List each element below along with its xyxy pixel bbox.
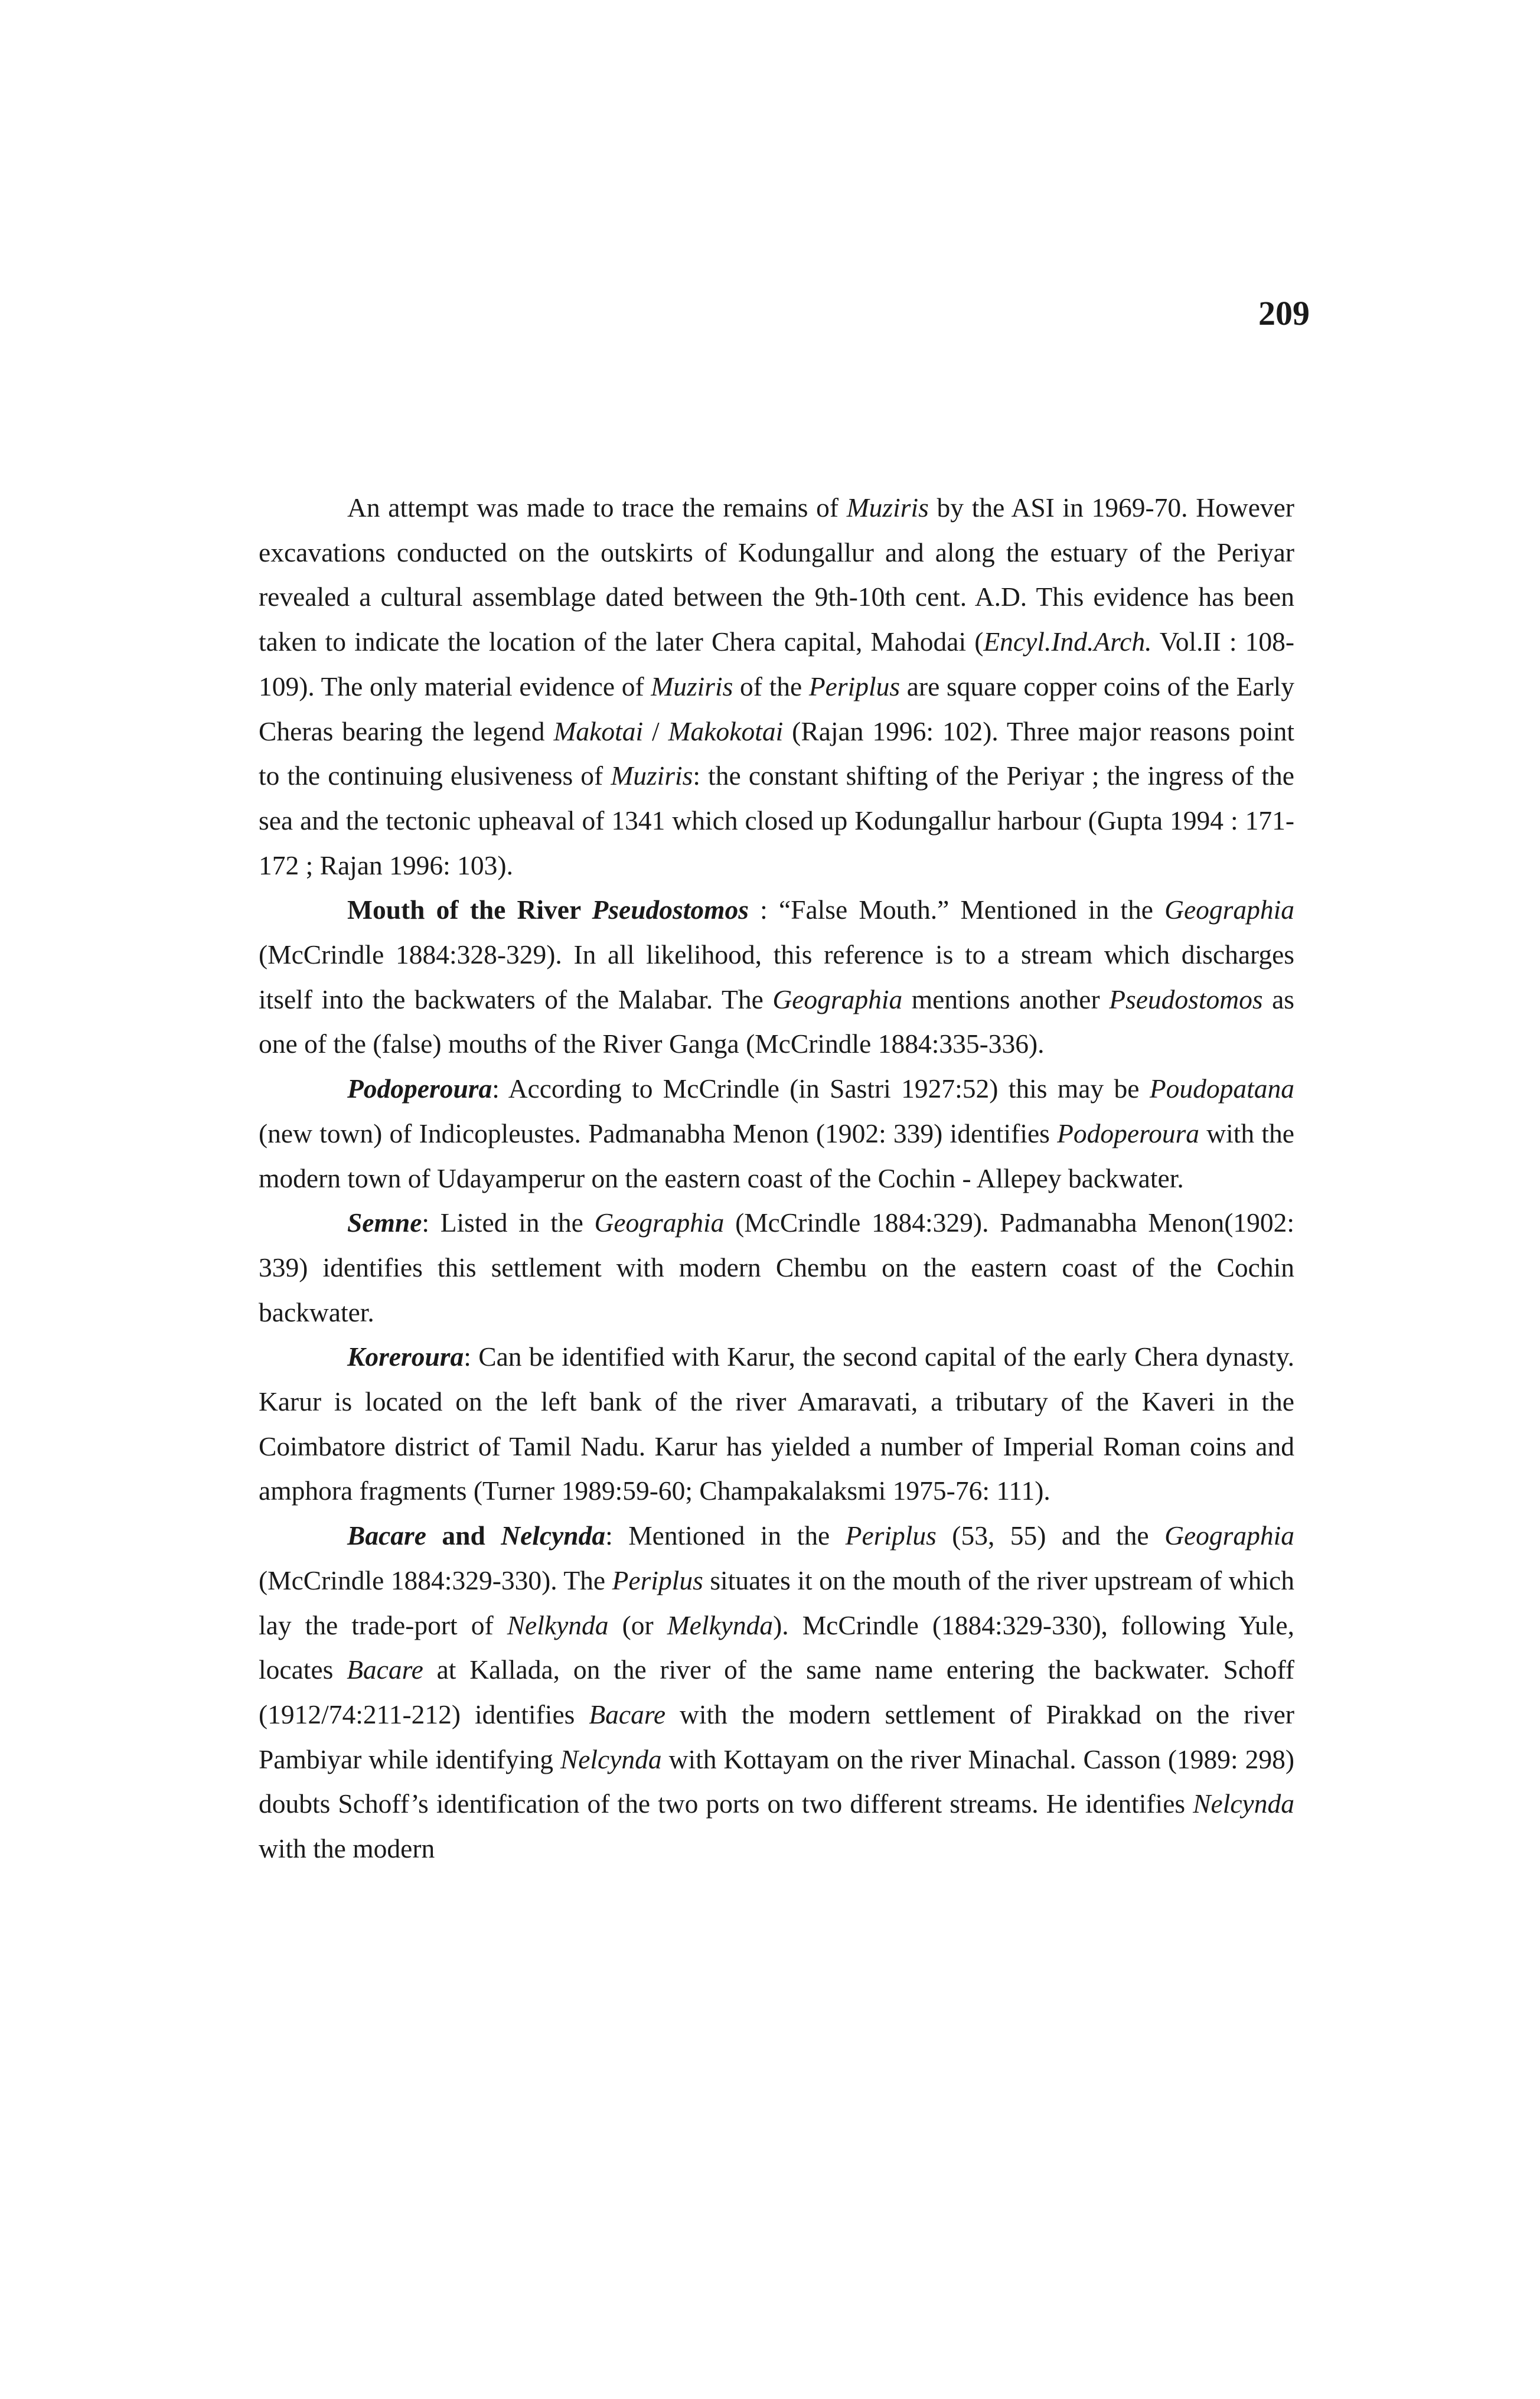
italic-term: Poudopatana	[1149, 1073, 1294, 1104]
italic-term: Geographia	[1164, 895, 1294, 925]
body-text	[259, 485, 1294, 1871]
italic-term: Muziris	[651, 671, 733, 701]
italic-citation: Encyl.Ind.Arch.	[983, 626, 1152, 657]
entry-heading-term: Podoperoura	[347, 1073, 492, 1104]
text-run: with the modern	[259, 1833, 435, 1864]
italic-term: Bacare	[589, 1699, 666, 1729]
italic-term: Melkynda	[667, 1610, 774, 1640]
text-run: situates it on the mouth of the river upstream of which lay the trade-port of	[259, 1565, 1294, 1640]
italic-term: Podoperoura	[1057, 1118, 1200, 1148]
italic-term: Geographia	[1164, 1520, 1294, 1551]
entry-heading: and	[426, 1520, 501, 1551]
text-run: /	[643, 716, 668, 746]
italic-term: Makokotai	[668, 716, 784, 746]
paragraph-bacare-nelcynda	[259, 1513, 1294, 1871]
entry-heading-term: Semne	[347, 1207, 422, 1238]
text-run: by the ASI in 1969-70. However excavations conducted on the outskirts of Kodungallur and along the estuary of the Periyar revealed a cultural assemblage dated between the 9th-10th cent. A.D. This evidence has been taken to indicate the location of the later Chera capital, Mahodai (	[259, 492, 1294, 657]
text-run: An attempt was made to trace the remains of	[347, 492, 847, 523]
entry-heading: Mouth of the River	[347, 895, 592, 925]
italic-term: Periplus	[845, 1520, 937, 1551]
text-run: : Mentioned in the	[605, 1520, 846, 1551]
page-number: 209	[1258, 294, 1310, 332]
paragraph-muziris	[259, 485, 1294, 887]
italic-term: Nelcynda	[560, 1744, 662, 1774]
italic-term: Geographia	[772, 984, 903, 1014]
italic-term: Nelkynda	[507, 1610, 609, 1640]
text-run: mentions another	[902, 984, 1110, 1014]
entry-heading-term: Pseudostomos	[592, 895, 749, 925]
paragraph-koreroura	[259, 1334, 1294, 1513]
text-run: (McCrindle 1884:328-329). In all likelihood, this reference is to a stream which discharges itself into the backwaters of the Malabar. The	[259, 939, 1294, 1014]
text-run: : Can be identified with Karur, the second capital of the early Chera dynasty. Karur is located on the left bank of the river Amaravati, a tributary of the Kaveri in the Coimbatore district of Tamil Nadu. Karur has yielded a number of Imperial Roman coins and amphora fragments (Turner 1989:59-60; Champakalaksmi 1975-76: 111).	[259, 1342, 1294, 1506]
text-run: ). McCrindle (1884:329-330), following Yule, locates	[259, 1610, 1295, 1685]
paragraph-semne	[259, 1200, 1294, 1334]
text-run: : “False Mouth.” Mentioned in the	[748, 895, 1165, 925]
italic-term: Bacare	[347, 1654, 423, 1685]
text-run: : Listed in the	[422, 1207, 595, 1238]
text-run: with the modern settlement of Pirakkad on the river Pambiyar while identifying	[259, 1699, 1294, 1774]
entry-heading-term: Koreroura	[347, 1342, 464, 1372]
italic-term: Muziris	[611, 761, 693, 791]
text-run: : the constant shifting of the Periyar ; the ingress of the sea and the tectonic upheaval of 1341 which closed up Kodungallur harbour (Gupta 1994 : 171-172 ; Rajan 1996: 103).	[259, 761, 1294, 880]
italic-term: Nelcynda	[1193, 1788, 1294, 1819]
italic-term: Periplus	[612, 1565, 703, 1595]
text-run: (Rajan 1996: 102). Three major reasons point to the continuing elusiveness of	[259, 716, 1294, 791]
text-run: : According to McCrindle (in Sastri 1927:52) this may be	[492, 1073, 1150, 1104]
italic-term: Geographia	[594, 1207, 725, 1238]
text-run: as one of the (false) mouths of the River Ganga (McCrindle 1884:335-336).	[259, 984, 1295, 1059]
text-run: (McCrindle 1884:329). Padmanabha Menon(1902: 339) identifies this settlement with modern Chembu on the eastern coast of the Cochin backwater.	[259, 1207, 1294, 1327]
text-run: of the	[733, 671, 809, 701]
italic-term: Muziris	[846, 492, 929, 523]
text-run: with the modern town of Udayamperur on the eastern coast of the Cochin - Allepey backwater.	[259, 1118, 1294, 1193]
text-run: Vol.II : 108-109). The only material evidence of	[259, 626, 1294, 701]
entry-heading-term: Bacare	[347, 1520, 426, 1551]
text-run: (McCrindle 1884:329-330). The	[259, 1565, 612, 1595]
italic-term: Makotai	[553, 716, 644, 746]
italic-term: Pseudostomos	[1109, 984, 1263, 1014]
paragraph-pseudostomos	[259, 887, 1294, 1066]
paragraph-podoperoura	[259, 1066, 1294, 1200]
entry-heading-term: Nelcynda	[501, 1520, 606, 1551]
text-run: (new town) of Indicopleustes. Padmanabha Menon (1902: 339) identifies	[259, 1118, 1058, 1148]
text-run: with Kottayam on the river Minachal. Casson (1989: 298) doubts Schoff’s identification of the two ports on two different streams. He identifies	[259, 1744, 1294, 1819]
text-run: (or	[608, 1610, 667, 1640]
italic-term: Periplus	[808, 671, 900, 701]
text-run: are square copper coins of the Early Cheras bearing the legend	[259, 671, 1294, 746]
text-run: at Kallada, on the river of the same name entering the backwater. Schoff (1912/74:211-212) identifies	[259, 1654, 1294, 1729]
text-run: (53, 55) and the	[936, 1520, 1165, 1551]
